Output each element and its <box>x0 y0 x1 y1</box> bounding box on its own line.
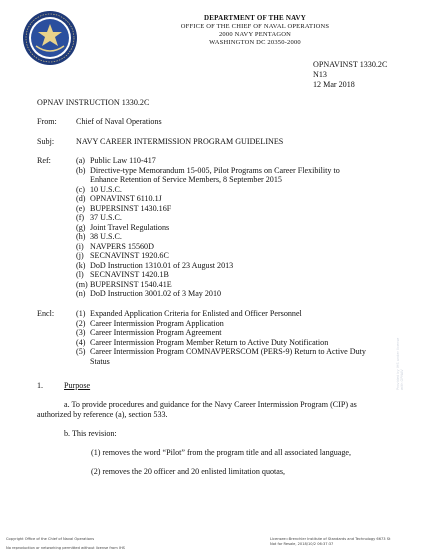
from-label: From: <box>37 117 57 126</box>
reference-item-letter: (h) <box>76 232 86 241</box>
department-of-defense-seal-icon <box>22 10 78 66</box>
revision-item-2: (2) removes the 20 officer and 20 enlisted limitation quotas, <box>91 467 286 476</box>
side-watermark: Provided by IHS under license with OPNAV <box>396 337 404 390</box>
paragraph-b: b. This revision: <box>64 429 117 438</box>
section-heading: Purpose <box>64 381 91 390</box>
enclosure-item-text: Career Intermission Program Application <box>90 318 224 328</box>
reference-item-letter: (n) <box>76 289 86 298</box>
footer-resale: Not for Resale, 2018/10/2 06:37:37 <box>270 542 334 546</box>
reference-item-letter: (m) <box>76 279 88 289</box>
issue-date: 12 Mar 2018 <box>313 80 355 89</box>
letterhead-address: 2000 NAVY PENTAGON <box>218 31 292 38</box>
enclosure-item-letter: (4) <box>76 337 86 347</box>
reference-item-text: Public Law 110-417 <box>90 156 156 165</box>
reference-item-letter: (i) <box>76 241 84 251</box>
reference-item-text: NAVPERS 15560D <box>90 241 154 251</box>
reference-item-text: Directive-type Memorandum 15-005, Pilot Programs on Career Flexibility to <box>90 165 340 175</box>
reference-item-text: 38 U.S.C. <box>90 232 122 241</box>
subject-value: NAVY CAREER INTERMISSION PROGRAM GUIDELINES <box>76 137 284 146</box>
office-code: N13 <box>313 70 327 79</box>
reference-item-text: DoD Instruction 3001.02 of 3 May 2010 <box>90 289 222 298</box>
enclosure-item-letter: (1) <box>76 309 86 318</box>
reference-item-text: OPNAVINST 6110.1J <box>90 194 162 203</box>
enclosures-label: Encl: <box>37 309 55 318</box>
footer-license: No reproduction or networking permitted without license from IHS <box>6 546 125 550</box>
enclosure-item-letter: (2) <box>76 318 86 328</box>
enclosure-item-text: Career Intermission Program Member Return to Active Duty Notification <box>90 337 329 347</box>
enclosure-item-letter: (5) <box>76 347 86 356</box>
reference-item-letter: (f) <box>76 213 85 222</box>
section-number: 1. <box>37 381 44 390</box>
reference-item-text: SECNAVINST 1920.6C <box>90 251 169 260</box>
instruction-title: OPNAV INSTRUCTION 1330.2C <box>37 98 150 107</box>
from-value: Chief of Naval Operations <box>76 117 162 126</box>
reference-item-text: BUPERSINST 1430.16F <box>90 203 172 213</box>
enclosure-item-continuation-text: Status <box>90 356 110 366</box>
enclosure-item-text: Expanded Application Criteria for Enlisted and Officer Personnel <box>90 309 302 318</box>
reference-item-letter: (a) <box>76 156 85 165</box>
reference-item-letter: (g) <box>76 222 86 232</box>
reference-item-letter: (e) <box>76 203 85 213</box>
letterhead-department: DEPARTMENT OF THE NAVY <box>204 14 306 22</box>
enclosure-item-text: Career Intermission Program COMNAVPERSCOM (PERS-9) Return to Active Duty <box>90 347 366 356</box>
reference-item-text: BUPERSINST 1540.41E <box>90 279 172 289</box>
enclosure-item-text: Career Intermission Program Agreement <box>90 328 222 337</box>
paragraph-a-line1: a. To provide procedures and guidance for the Navy Career Intermission Program (CIP) as <box>64 400 357 409</box>
reference-item-text: 10 U.S.C. <box>90 184 122 194</box>
reference-item-letter: (j) <box>76 251 84 260</box>
reference-item-text: 37 U.S.C. <box>90 213 122 222</box>
instruction-number: OPNAVINST 1330.2C <box>313 60 388 69</box>
letterhead-office: OFFICE OF THE CHIEF OF NAVAL OPERATIONS <box>180 23 330 30</box>
reference-item-continuation-text: Enhance Retention of Service Members, 8 September 2015 <box>90 175 282 184</box>
paragraph-a-line2: authorized by reference (a), section 533. <box>37 410 168 419</box>
reference-item-text: DoD Instruction 1310.01 of 23 August 2013 <box>90 260 234 270</box>
subject-label: Subj: <box>37 137 55 146</box>
reference-item-text: SECNAVINST 1420.1B <box>90 270 169 279</box>
reference-item-letter: (l) <box>76 270 84 279</box>
reference-item-letter: (c) <box>76 184 85 194</box>
footer-licensee: Licensee=Brenchler Institute of Standards and Technology 6673 St <box>270 537 391 541</box>
references-label: Ref: <box>37 156 51 165</box>
letterhead-city: WASHINGTON DC 20350-2000 <box>209 39 301 46</box>
footer-copyright: Copyright Office of the Chief of Naval Operations <box>6 537 95 541</box>
reference-item-letter: (k) <box>76 260 86 270</box>
enclosure-item-letter: (3) <box>76 328 86 337</box>
reference-item-letter: (b) <box>76 165 86 175</box>
reference-item-letter: (d) <box>76 194 86 203</box>
revision-item-1: (1) removes the word “Pilot” from the program title and all associated language, <box>91 448 352 457</box>
reference-item-text: Joint Travel Regulations <box>90 222 170 232</box>
